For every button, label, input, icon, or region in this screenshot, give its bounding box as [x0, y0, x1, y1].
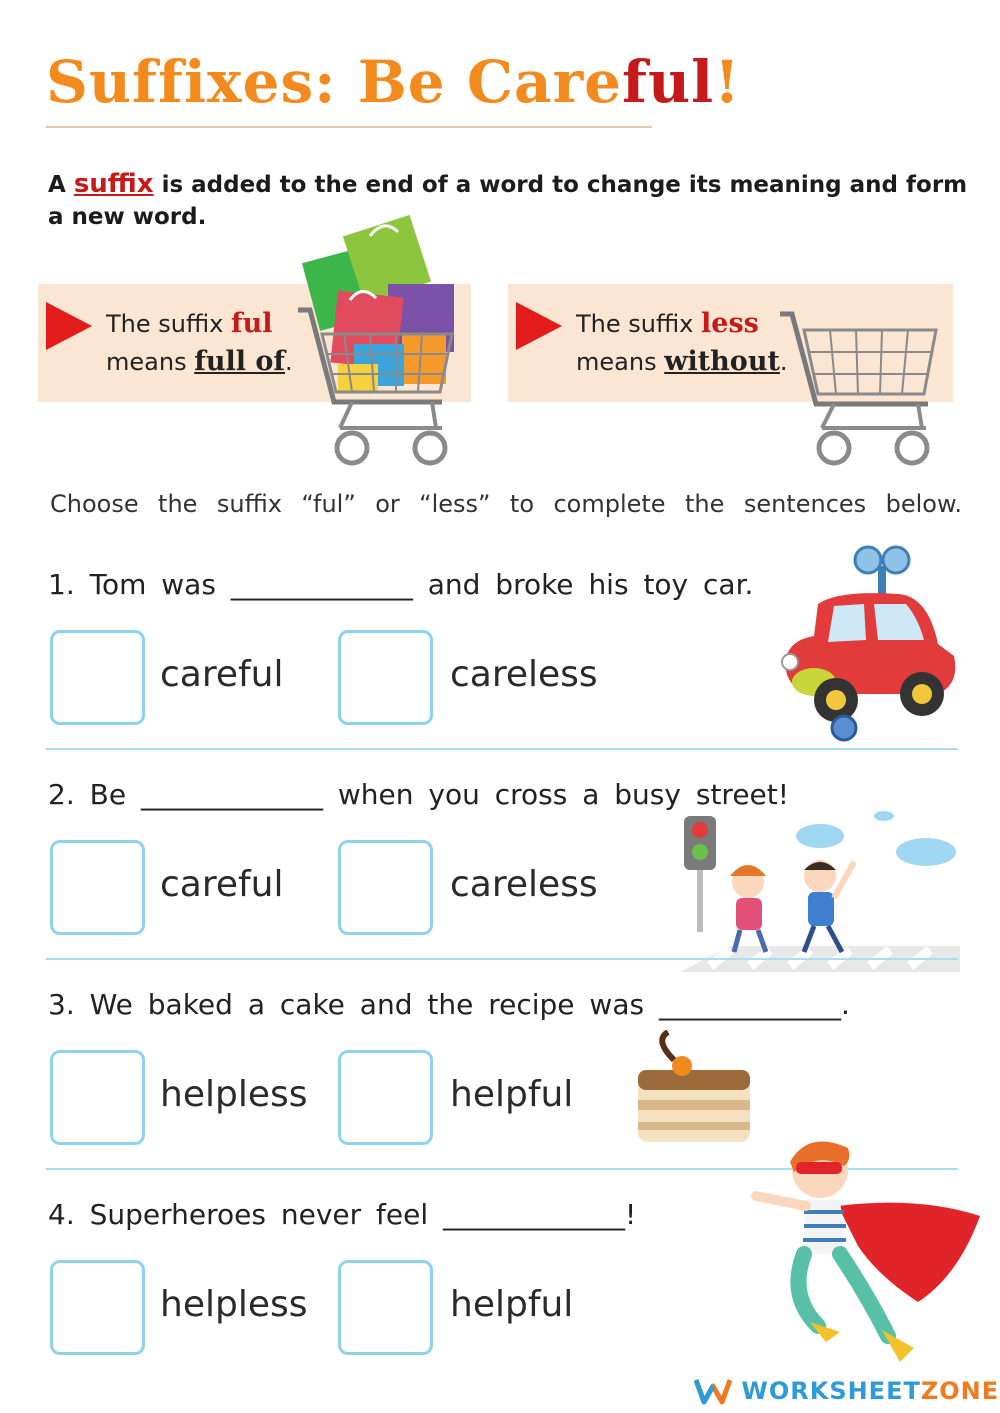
title-main: Suffixes: Be Care — [46, 48, 623, 116]
q4-option-2-checkbox[interactable] — [338, 1260, 433, 1355]
intro-text — [48, 168, 968, 233]
q4-option-1-checkbox[interactable] — [50, 1260, 145, 1355]
question-4: 4. Superheroes never feel _____________! — [48, 1198, 637, 1231]
instruction-text: Choose the suffix “ful” or “less” to complete the sentences below. — [50, 490, 962, 518]
q1-option-1-label: careful — [160, 654, 284, 695]
q2-option-2-checkbox[interactable] — [338, 840, 433, 935]
intro-post: is added to the end of a word to change its meaning and form a new word. — [48, 172, 968, 230]
suffix-less: less — [701, 308, 759, 339]
question-1: 1. Tom was _____________ and broke his toy car. — [48, 568, 754, 601]
meaning-full-of: full of — [194, 346, 285, 377]
play-triangle-icon — [46, 302, 92, 350]
q3-option-2-checkbox[interactable] — [338, 1050, 433, 1145]
q4-option-1-label: helpless — [160, 1284, 308, 1325]
empty-shopping-cart-icon — [774, 300, 946, 470]
q3-option-1-label: helpless — [160, 1074, 308, 1115]
brand-name-part1: WORKSHEET — [741, 1377, 921, 1405]
rule-period: . — [285, 348, 293, 376]
title-exclaim: ! — [714, 48, 741, 116]
brand-name-part2: ZONE — [920, 1377, 1000, 1405]
intro-pre: A — [48, 172, 74, 198]
meaning-without: without — [664, 346, 780, 377]
rule-text: means — [576, 348, 665, 376]
worksheetzone-logo-icon — [694, 1376, 732, 1406]
section-divider — [46, 958, 958, 960]
cake-icon — [634, 1030, 754, 1148]
question-2: 2. Be _____________ when you cross a busy street! — [48, 778, 789, 811]
rule-text: The suffix — [576, 310, 702, 338]
rule-text: means — [106, 348, 195, 376]
title-underline — [46, 126, 652, 128]
intro-keyword: suffix — [73, 169, 154, 199]
section-divider — [46, 748, 958, 750]
brand-logo — [694, 1376, 999, 1410]
page-title — [46, 48, 741, 116]
rule-line-1 — [576, 308, 759, 339]
q1-option-1-checkbox[interactable] — [50, 630, 145, 725]
q2-option-1-label: careful — [160, 864, 284, 905]
rule-line-2 — [576, 346, 788, 377]
q1-option-2-checkbox[interactable] — [338, 630, 433, 725]
q1-option-2-label: careless — [450, 654, 598, 695]
rule-period: . — [779, 348, 788, 376]
full-shopping-cart-icon — [292, 214, 462, 470]
superhero-kid-icon — [748, 1126, 984, 1372]
q2-option-1-checkbox[interactable] — [50, 840, 145, 935]
title-highlight: ful — [622, 48, 715, 116]
rule-text: The suffix — [106, 310, 232, 338]
q2-option-2-label: careless — [450, 864, 598, 905]
rule-line-1 — [106, 308, 273, 339]
q3-option-1-checkbox[interactable] — [50, 1050, 145, 1145]
kids-crossing-street-icon — [670, 806, 970, 978]
play-triangle-icon — [516, 302, 562, 350]
question-3: 3. We baked a cake and the recipe was _____________. — [48, 988, 850, 1021]
q3-option-2-label: helpful — [450, 1074, 574, 1115]
toy-car-icon — [778, 544, 964, 744]
suffix-ful: ful — [231, 308, 273, 339]
q4-option-2-label: helpful — [450, 1284, 574, 1325]
rule-line-2 — [106, 346, 293, 377]
